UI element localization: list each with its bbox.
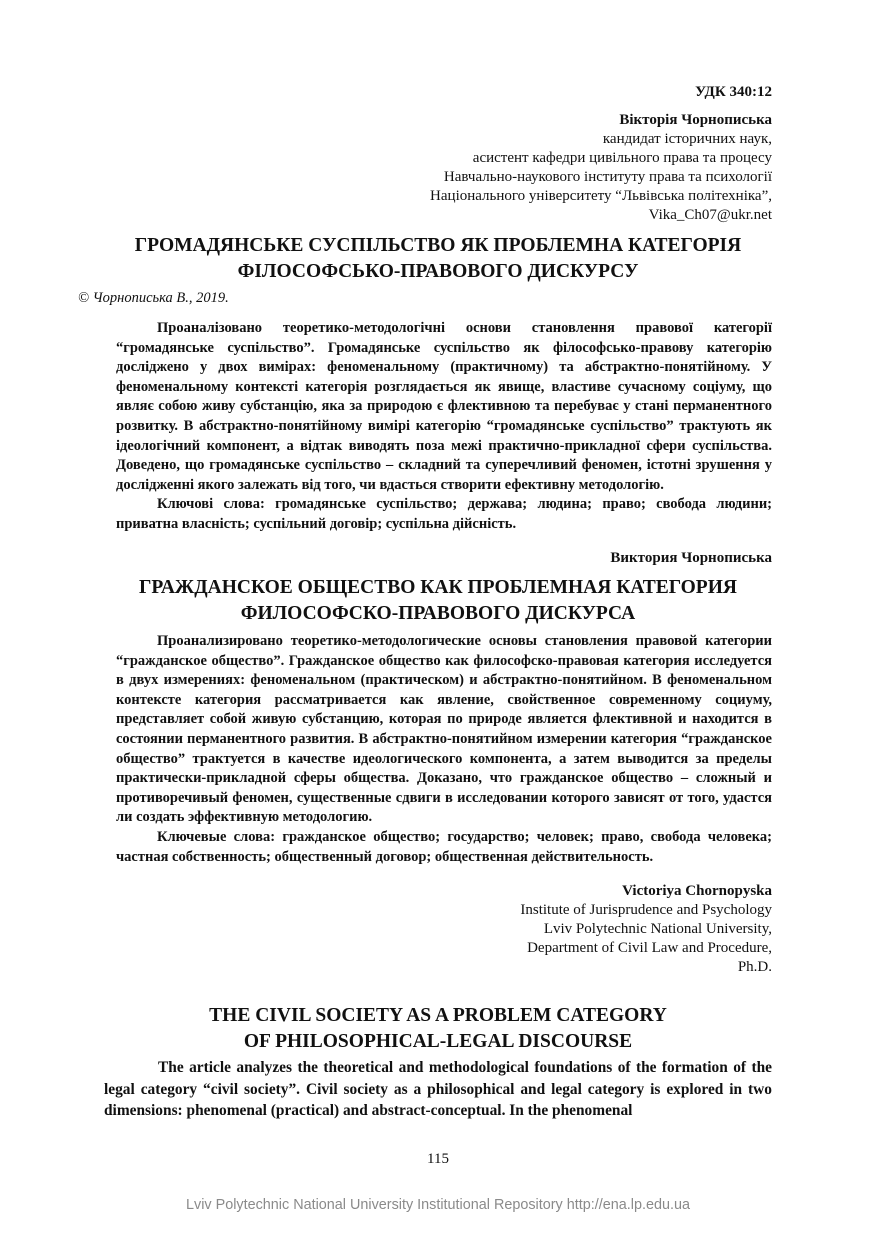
repository-footer: Lviv Polytechnic National University Institutional Repository http://ena.lp.edu.ua — [186, 1197, 690, 1213]
title-line: ГРОМАДЯНСЬКЕ СУСПІЛЬСТВО ЯК ПРОБЛЕМНА КАТЕГОРІЯ — [134, 235, 742, 256]
page-number: 115 — [427, 1151, 449, 1167]
copyright-notice: © Чорнописька В., 2019. — [78, 290, 229, 306]
affiliation-line: Lviv Polytechnic National University, — [543, 921, 772, 937]
article-title-ru — [104, 575, 772, 627]
title-line: ФІЛОСОФСЬКО-ПРАВОВОГО ДИСКУРСУ — [237, 261, 639, 282]
abstract-text-en: The article analyzes the theoretical and methodological foundations of the formation of the legal category “civil society”. Civil society as a philosophical and legal category is explored in two dimensions: phenomenal (practical) and abstract-conceptual. In the phenomenal — [104, 1059, 772, 1119]
author-name-ru: Виктория Чорнописька — [610, 550, 772, 566]
title-line: OF PHILOSOPHICAL-LEGAL DISCOURSE — [243, 1031, 633, 1052]
affiliation-line: кандидат історичних наук, — [602, 131, 772, 147]
title-line: THE CIVIL SOCIETY AS A PROBLEM CATEGORY — [209, 1005, 667, 1026]
author-degree: Ph.D. — [737, 959, 772, 975]
affiliation-line: Національного університету “Львівська політехніка”, — [430, 188, 772, 204]
keywords-ru: Ключевые слова: гражданское общество; государство; человек; право, свобода человека; частная собственность; общественный договор; общественная действительность. — [116, 828, 772, 865]
title-line: ФИЛОСОФСКО-ПРАВОВОГО ДИСКУРСА — [240, 603, 636, 624]
article-title-en — [104, 1003, 772, 1055]
affiliation-line: асистент кафедри цивільного права та процесу — [472, 150, 772, 166]
author-block-en — [520, 882, 772, 977]
abstract-en — [104, 1057, 772, 1122]
affiliation-line: Навчально-наукового інституту права та психології — [443, 169, 772, 185]
abstract-uk — [116, 319, 772, 535]
udk-code: УДК 340:12 — [695, 84, 772, 100]
abstract-ru — [116, 632, 772, 867]
article-title-uk — [104, 233, 772, 285]
abstract-text-ru: Проанализировано теоретико-методологические основы становления правовой категории “гражданское общество”. Гражданское общество как философско-правовая категория исследуется в двух измерениях: феноменальном (практическом) и абстрактно-понятийном. В феноменальном контексте категория рассматривается как явление, свойственное современному социуму, представляет собой живую субстанцию, которая по природе является флективной и находится в состоянии перманентного развития. В абстрактно-понятийном измерении категория “гражданское общество” трактуется в качестве идеологического компонента, а затем выводится за пределы практически-прикладной сферы общества. Доказано, что гражданское общество – сложный и противоречивый феномен, существенные сдвиги в исследовании которого зависят от того, удастся ли создать эффективную методологию. — [116, 633, 772, 826]
title-line: ГРАЖДАНСКОЕ ОБЩЕСТВО КАК ПРОБЛЕМНАЯ КАТЕГОРИЯ — [139, 577, 737, 598]
keywords-uk: Ключові слова: громадянське суспільство; держава; людина; право; свобода людини; приватна власність; суспільний договір; суспільна дійсність. — [116, 496, 772, 532]
author-name-en: Victoriya Chornopyska — [622, 883, 772, 899]
author-block-uk — [430, 111, 772, 225]
author-email: Vika_Ch07@ukr.net — [648, 207, 772, 223]
affiliation-line: Institute of Jurisprudence and Psychology — [520, 902, 772, 918]
affiliation-line: Department of Civil Law and Procedure, — [527, 940, 772, 956]
author-name-uk: Вікторія Чорнописька — [619, 112, 772, 128]
abstract-text-uk: Проаналізовано теоретико-методологічні основи становлення правової категорії “громадянське суспільство”. Громадянське суспільство як філософсько-правову категорію досліджено у двох вимірах: феноменальному (практичному) та абстрактно-понятійному. У феноменальному контексті категорія розглядається як явище, властиве сучасному соціуму, що являє собою живу субстанцію, яка за природою є флективною та перебуває у стані перманентного розвитку. В абстрактно-понятійному вимірі категорію “громадянське суспільство” трактують як ідеологічний компонент, а відтак виводять поза межі практично-прикладної сфери суспільства. Доведено, що громадянське суспільство – складний та суперечливий феномен, істотні зрушення у дослідженні якого залежать від того, чи вдасться створити ефективну методологію. — [116, 320, 772, 493]
